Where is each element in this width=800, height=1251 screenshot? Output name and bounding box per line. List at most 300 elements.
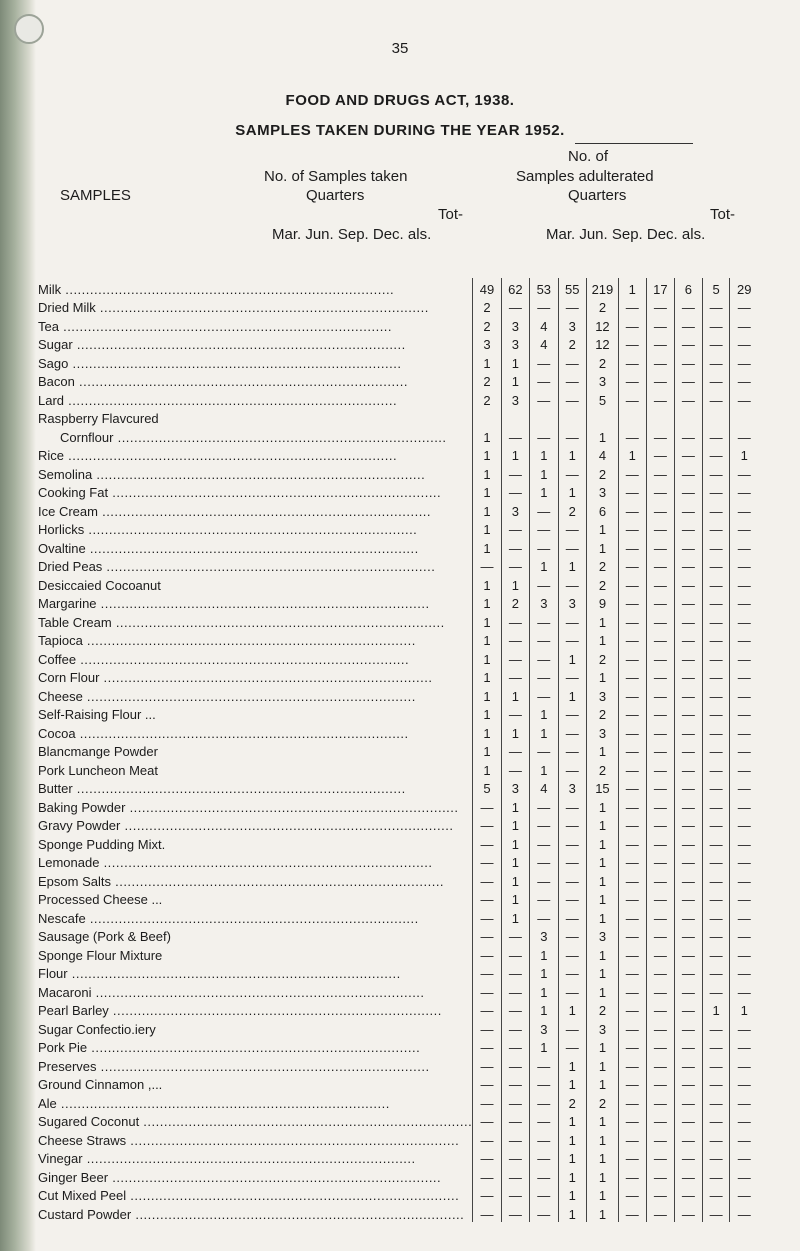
taken-cell: —	[530, 537, 558, 556]
adulterated-cell: —	[730, 556, 758, 575]
adulterated-cell: —	[675, 1111, 703, 1130]
adulterated-cell: —	[618, 1092, 646, 1111]
adulterated-cell: —	[618, 630, 646, 649]
adulterated-cell: —	[618, 778, 646, 797]
sample-name-cell	[38, 611, 473, 630]
taken-cell: —	[558, 963, 586, 982]
adulterated-cell: —	[702, 815, 730, 834]
taken-cell: 1	[473, 667, 501, 686]
adulterated-cell: —	[730, 685, 758, 704]
adulterated-cell: —	[702, 315, 730, 334]
sample-name-cell	[38, 463, 473, 482]
taken-cell: —	[530, 1111, 558, 1130]
sample-name-cell	[38, 426, 473, 445]
sample-name: Rice .....	[38, 449, 472, 463]
adulterated-cell: —	[702, 371, 730, 390]
table-row	[38, 704, 758, 723]
adulterated-cell: —	[675, 870, 703, 889]
sample-name: Processed Cheese ...	[38, 893, 163, 907]
taken-cell: 12	[586, 334, 618, 353]
taken-cell: 1	[586, 1185, 618, 1204]
table-row	[38, 315, 758, 334]
taken-cell: 1	[501, 907, 529, 926]
taken-cell: —	[501, 1185, 529, 1204]
taken-cell: 3	[501, 315, 529, 334]
sample-name-cell	[38, 389, 473, 408]
sample-name: Sponge Flour Mixture	[38, 948, 163, 963]
taken-cell: —	[473, 1166, 501, 1185]
taken-cell: —	[558, 297, 586, 316]
taken-cell: —	[501, 1037, 529, 1056]
taken-cell: 3	[530, 1018, 558, 1037]
taken-cell: —	[473, 870, 501, 889]
adulterated-cell: —	[646, 537, 674, 556]
adulterated-cell: —	[730, 1018, 758, 1037]
adulterated-cell: —	[702, 389, 730, 408]
taken-cell: 1	[473, 574, 501, 593]
page-title: SAMPLES TAKEN DURING THE YEAR 1952.	[235, 122, 565, 139]
adulterated-cell: —	[646, 445, 674, 464]
taken-cell: 1	[586, 519, 618, 538]
taken-cell: 1	[586, 1148, 618, 1167]
adulterated-cell: —	[675, 1018, 703, 1037]
sample-name-cell	[38, 722, 473, 741]
adulterated-cell: —	[618, 833, 646, 852]
adulterated-cell: —	[646, 482, 674, 501]
adulterated-cell: —	[675, 907, 703, 926]
taken-cell: 3	[530, 926, 558, 945]
taken-cell: —	[558, 796, 586, 815]
adulterated-cell: —	[675, 297, 703, 316]
table-row	[38, 1074, 758, 1093]
adulterated-cell: —	[646, 704, 674, 723]
adulterated-cell: —	[730, 704, 758, 723]
taken-cell: —	[501, 648, 529, 667]
adulterated-cell: —	[730, 1148, 758, 1167]
sample-name-cell	[38, 833, 473, 852]
table-row	[38, 1018, 758, 1037]
sample-name-cell	[38, 1092, 473, 1111]
table-row	[38, 1092, 758, 1111]
adulterated-cell: —	[702, 297, 730, 316]
adulterated-cell: —	[675, 519, 703, 538]
taken-cell: 4	[530, 778, 558, 797]
adulterated-cell: —	[702, 796, 730, 815]
adulterated-cell: —	[702, 852, 730, 871]
page-number: 35	[391, 40, 409, 57]
taken-cell: 3	[501, 778, 529, 797]
taken-cell: —	[501, 1203, 529, 1222]
taken-quarters-row: Mar. Jun. Sep. Dec. als.	[272, 226, 432, 243]
adulterated-cell: —	[618, 722, 646, 741]
sample-name: Dried Milk .....	[38, 301, 472, 315]
taken-cell: —	[558, 371, 586, 390]
sample-name-cell	[38, 1074, 473, 1093]
taken-cell: —	[501, 667, 529, 686]
adulterated-cell: —	[646, 371, 674, 390]
taken-cell: 3	[530, 593, 558, 612]
adulterated-cell: —	[618, 371, 646, 390]
sample-name: Pork Luncheon Meat	[38, 763, 158, 778]
adulterated-cell: —	[675, 1148, 703, 1167]
taken-cell: 3	[501, 500, 529, 519]
adulterated-cell: —	[702, 352, 730, 371]
taken-cell: —	[473, 981, 501, 1000]
adulterated-quarters-row: Mar. Jun. Sep. Dec. als.	[546, 226, 706, 243]
sample-name: Sausage (Pork & Beef)	[38, 930, 171, 944]
table-row	[38, 1166, 758, 1185]
adulterated-cell: —	[730, 833, 758, 852]
adulterated-cell: —	[618, 963, 646, 982]
sample-name-cell	[38, 297, 473, 316]
adulterated-cell: —	[646, 778, 674, 797]
table-row	[38, 759, 758, 778]
taken-cell: 1	[473, 611, 501, 630]
taken-cell: 4	[530, 315, 558, 334]
table-row	[38, 815, 758, 834]
sample-name-cell	[38, 944, 473, 963]
table-row	[38, 352, 758, 371]
taken-cell: —	[558, 426, 586, 445]
taken-cell: —	[473, 1092, 501, 1111]
adulterated-cell	[675, 408, 703, 427]
adulterated-cell: —	[702, 926, 730, 945]
adulterated-cell: —	[675, 315, 703, 334]
adulterated-cell: —	[618, 389, 646, 408]
adulterated-cell: —	[618, 889, 646, 908]
taken-cell: —	[473, 926, 501, 945]
sample-name: Sago .....	[38, 357, 472, 371]
table-row	[38, 426, 758, 445]
adulterated-cell: —	[730, 519, 758, 538]
table-row	[38, 889, 758, 908]
sample-name: Table Cream .....	[38, 616, 472, 630]
taken-cell: —	[501, 1055, 529, 1074]
taken-cell: 1	[473, 537, 501, 556]
taken-cell: 1	[586, 852, 618, 871]
table-row	[38, 1203, 758, 1222]
taken-cell	[501, 408, 529, 427]
sample-name: Lemonade .....	[38, 856, 472, 870]
taken-cell: —	[473, 852, 501, 871]
taken-cell: —	[501, 537, 529, 556]
adulterated-cell: —	[702, 537, 730, 556]
adulterated-cell: —	[730, 500, 758, 519]
sample-name: Ale .....	[38, 1097, 472, 1111]
adulterated-cell: —	[730, 981, 758, 1000]
table-row	[38, 981, 758, 1000]
taken-cell: —	[501, 981, 529, 1000]
adulterated-cell: —	[618, 556, 646, 575]
adulterated-cell: —	[730, 1092, 758, 1111]
adulterated-cell: —	[675, 833, 703, 852]
taken-cell: —	[530, 870, 558, 889]
adulterated-cell: —	[675, 352, 703, 371]
table-row	[38, 389, 758, 408]
taken-cell: 2	[473, 315, 501, 334]
adulterated-cell: —	[730, 574, 758, 593]
sample-name-cell	[38, 278, 473, 297]
adulterated-cell: —	[702, 778, 730, 797]
adulterated-cell: —	[702, 574, 730, 593]
adulterated-cell: —	[618, 297, 646, 316]
adulterated-cell: —	[675, 1055, 703, 1074]
taken-cell: —	[501, 463, 529, 482]
taken-cell: —	[473, 556, 501, 575]
adulterated-cell: —	[675, 704, 703, 723]
taken-cell: 1	[586, 796, 618, 815]
taken-cell: 1	[473, 445, 501, 464]
sample-name: Sugar Confectio.iery	[38, 1022, 156, 1037]
adulterated-cell: —	[618, 519, 646, 538]
taken-cell: 1	[558, 482, 586, 501]
adulterated-cell: —	[730, 611, 758, 630]
adulterated-cell: —	[730, 297, 758, 316]
table-row	[38, 574, 758, 593]
taken-cell: —	[473, 815, 501, 834]
sample-name: Sponge Pudding Mixt.	[38, 837, 166, 852]
adulterated-cell: —	[618, 463, 646, 482]
taken-cell: 1	[501, 371, 529, 390]
sample-name-cell	[38, 981, 473, 1000]
taken-cell: —	[530, 519, 558, 538]
taken-cell: 1	[501, 445, 529, 464]
adulterated-cell: —	[646, 1074, 674, 1093]
taken-cell: —	[473, 963, 501, 982]
taken-cell: —	[530, 611, 558, 630]
taken-cell: —	[530, 907, 558, 926]
sample-name: Coffee .....	[38, 653, 472, 667]
table-row	[38, 630, 758, 649]
adulterated-cell: 1	[730, 445, 758, 464]
taken-cell: —	[530, 667, 558, 686]
adulterated-cell: —	[702, 334, 730, 353]
taken-cell: 1	[501, 852, 529, 871]
sample-name: Nescafe .....	[38, 912, 472, 926]
sample-name-cell	[38, 1055, 473, 1074]
adulterated-cell: —	[618, 611, 646, 630]
adulterated-cell: —	[730, 1055, 758, 1074]
adulterated-cell: —	[730, 778, 758, 797]
taken-cell: 1	[473, 722, 501, 741]
sample-name-cell	[38, 315, 473, 334]
taken-cell: 1	[473, 648, 501, 667]
taken-cell: —	[473, 796, 501, 815]
taken-cell: —	[473, 1148, 501, 1167]
adulterated-cell: 1	[730, 1000, 758, 1019]
taken-cell: 1	[473, 593, 501, 612]
taken-cell: —	[558, 1037, 586, 1056]
taken-cell: 1	[558, 1185, 586, 1204]
taken-cell: —	[530, 1092, 558, 1111]
taken-cell: —	[530, 1203, 558, 1222]
taken-cell	[473, 408, 501, 427]
adulterated-cell: —	[618, 315, 646, 334]
taken-cell: 1	[586, 1166, 618, 1185]
table-row	[38, 963, 758, 982]
taken-cell: —	[473, 1074, 501, 1093]
adulterated-cell: —	[675, 630, 703, 649]
sample-name-cell	[38, 408, 473, 427]
adulterated-cell: —	[618, 741, 646, 760]
adulterated-cell: —	[646, 334, 674, 353]
title-underline	[575, 143, 693, 144]
adulterated-cell: —	[618, 1203, 646, 1222]
adulterated-cell: —	[730, 482, 758, 501]
taken-cell: —	[530, 815, 558, 834]
sample-name-cell	[38, 593, 473, 612]
taken-cell: —	[501, 519, 529, 538]
adulterated-cell: —	[646, 963, 674, 982]
taken-cell: 1	[558, 1111, 586, 1130]
taken-cell: 1	[586, 630, 618, 649]
taken-cell: 2	[473, 371, 501, 390]
taken-cell: 1	[473, 463, 501, 482]
adulterated-cell: —	[675, 1129, 703, 1148]
taken-cell: 1	[530, 944, 558, 963]
taken-cell: —	[558, 704, 586, 723]
adulterated-cell: —	[618, 574, 646, 593]
taken-cell: —	[501, 1074, 529, 1093]
sample-name-cell	[38, 445, 473, 464]
adulterated-cell: —	[730, 315, 758, 334]
table-row	[38, 463, 758, 482]
adulterated-cell: —	[675, 334, 703, 353]
taken-cell: 1	[501, 352, 529, 371]
taken-cell: 62	[501, 278, 529, 297]
adulterated-cell: —	[646, 463, 674, 482]
sample-name-cell	[38, 1018, 473, 1037]
sample-name-cell	[38, 667, 473, 686]
sample-name: Cheese .....	[38, 690, 472, 704]
taken-cell: 4	[530, 334, 558, 353]
adulterated-cell: —	[675, 574, 703, 593]
table-row	[38, 408, 758, 427]
adulterated-cell: —	[675, 926, 703, 945]
adulterated-cell: —	[730, 1166, 758, 1185]
taken-cell: —	[558, 722, 586, 741]
sample-name-cell	[38, 556, 473, 575]
adulterated-cell: —	[646, 1203, 674, 1222]
adulterated-cell	[618, 408, 646, 427]
taken-cell: 2	[586, 648, 618, 667]
adulterated-cell: —	[730, 815, 758, 834]
table-row	[38, 500, 758, 519]
adulterated-cell: —	[675, 463, 703, 482]
adulterated-cell: —	[646, 630, 674, 649]
taken-cell: —	[473, 1129, 501, 1148]
adulterated-cell: —	[730, 537, 758, 556]
adulterated-cell: —	[702, 445, 730, 464]
adulterated-cell: —	[702, 1111, 730, 1130]
adulterated-cell: —	[702, 1148, 730, 1167]
sample-name: Tea .....	[38, 320, 472, 334]
taken-cell: —	[501, 759, 529, 778]
adulterated-cell: —	[646, 519, 674, 538]
adulterated-cell: —	[646, 889, 674, 908]
taken-cell: —	[558, 352, 586, 371]
adulterated-cell: —	[618, 944, 646, 963]
samples-table-body	[38, 278, 758, 1222]
taken-totals-header: Tot-	[438, 206, 464, 223]
taken-cell: 1	[586, 667, 618, 686]
adulterated-cell: —	[675, 1185, 703, 1204]
adulterated-cell: —	[730, 593, 758, 612]
adulterated-cell	[646, 408, 674, 427]
adulterated-cell: —	[702, 1092, 730, 1111]
adulterated-cell: —	[675, 426, 703, 445]
sample-name-cell	[38, 648, 473, 667]
taken-cell: 1	[586, 815, 618, 834]
adulterated-cell: —	[730, 334, 758, 353]
adulterated-cell: —	[675, 537, 703, 556]
adulterated-cell: —	[646, 667, 674, 686]
taken-cell: 1	[501, 796, 529, 815]
sample-name: Horlicks .....	[38, 523, 472, 537]
sample-name-cell	[38, 482, 473, 501]
adulterated-cell: —	[730, 963, 758, 982]
sample-name: Corn Flour .....	[38, 671, 472, 685]
adulterated-cell: —	[702, 1185, 730, 1204]
taken-cell: 2	[586, 759, 618, 778]
taken-cell: 2	[586, 1000, 618, 1019]
adulterated-cell: 17	[646, 278, 674, 297]
taken-cell: 1	[586, 981, 618, 1000]
adulterated-cell: —	[730, 630, 758, 649]
adulterated-cell: —	[702, 611, 730, 630]
taken-cell: 1	[473, 500, 501, 519]
sample-name-cell	[38, 926, 473, 945]
adulterated-cell: —	[646, 1148, 674, 1167]
sample-name: Blancmange Powder	[38, 745, 158, 759]
table-row	[38, 926, 758, 945]
taken-cell: —	[473, 1111, 501, 1130]
taken-quarters-header: Quarters	[306, 187, 365, 204]
adulterated-cell: —	[618, 926, 646, 945]
adulterated-cell: —	[730, 722, 758, 741]
taken-cell: 2	[586, 1092, 618, 1111]
adulterated-cell: —	[675, 556, 703, 575]
taken-cell: 1	[530, 963, 558, 982]
adulterated-cell: —	[675, 371, 703, 390]
taken-cell: —	[501, 482, 529, 501]
taken-cell: 3	[586, 1018, 618, 1037]
taken-cell: —	[558, 981, 586, 1000]
taken-cell: —	[530, 1055, 558, 1074]
sample-name: Cooking Fat .....	[38, 486, 472, 500]
taken-cell: —	[473, 1055, 501, 1074]
taken-cell: 6	[586, 500, 618, 519]
adulterated-cell: —	[618, 1166, 646, 1185]
adulterated-cell: —	[646, 574, 674, 593]
adulterated-cell: —	[646, 796, 674, 815]
sample-name: Dried Peas .....	[38, 560, 472, 574]
adulterated-cell: —	[675, 741, 703, 760]
taken-cell: —	[558, 630, 586, 649]
taken-cell: —	[558, 537, 586, 556]
adulterated-cell: —	[618, 685, 646, 704]
taken-cell: 1	[558, 1129, 586, 1148]
sample-name: Ice Cream .....	[38, 505, 472, 519]
taken-cell: —	[558, 741, 586, 760]
adulterated-cell: —	[675, 981, 703, 1000]
taken-cell: 1	[586, 1129, 618, 1148]
adulterated-cell: —	[675, 852, 703, 871]
taken-cell: 1	[586, 907, 618, 926]
taken-cell: 1	[530, 722, 558, 741]
table-row	[38, 482, 758, 501]
sample-name-cell	[38, 907, 473, 926]
